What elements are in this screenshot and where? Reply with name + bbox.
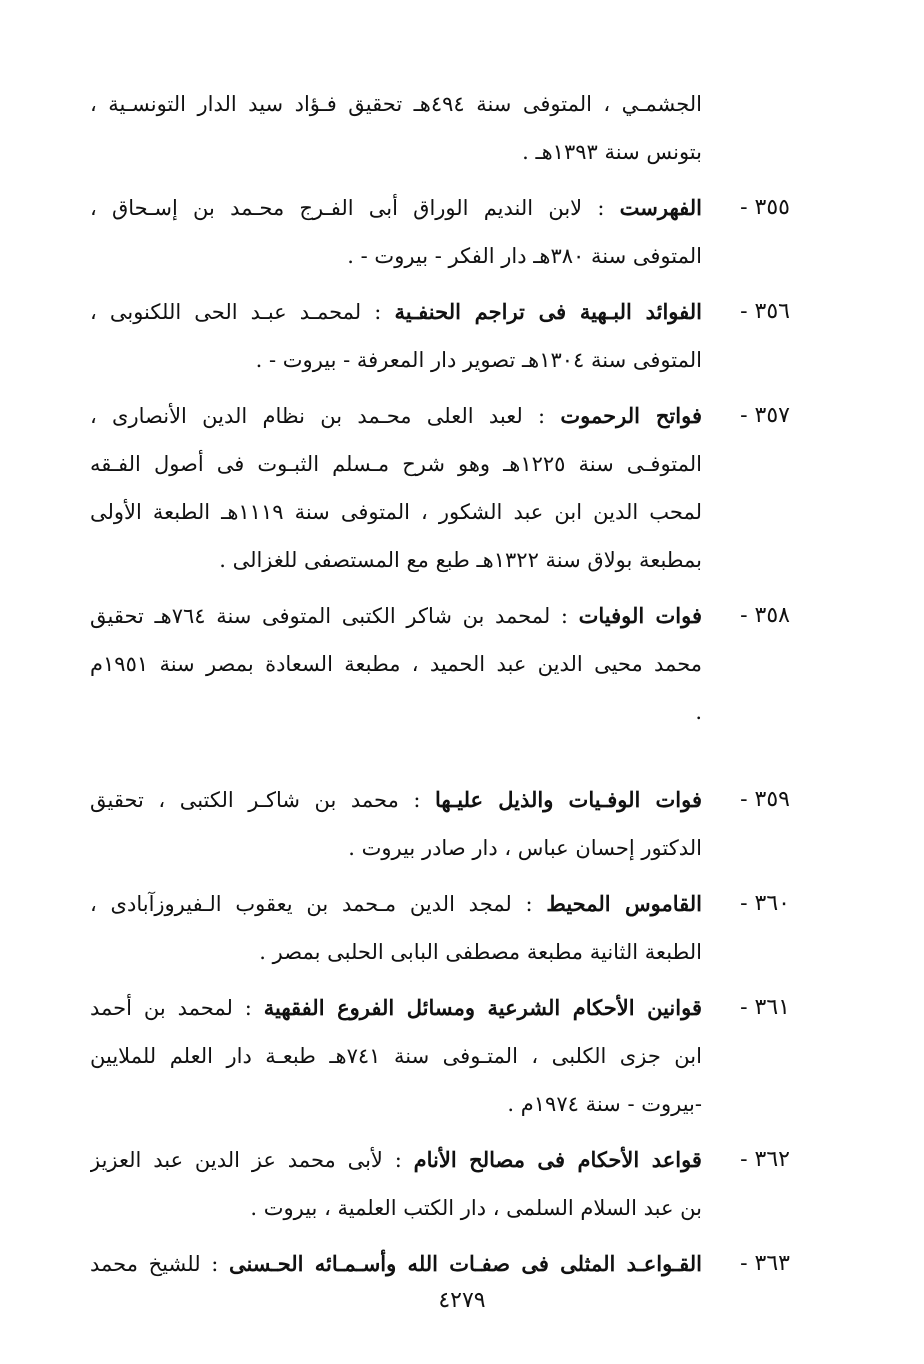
book-title: الفهرست xyxy=(619,195,702,220)
book-title: الفوائد البـهية فى تراجم الحنفـية xyxy=(394,299,702,324)
text-line: ابن جزى الكلبى ، المتـوفى سنة ٧٤١هـ طبعـة دار العلم للملايين xyxy=(90,1044,702,1068)
text-line: المتوفى سنة ٣٨٠هـ دار الفكر - بيروت - . xyxy=(347,244,702,268)
bibliography-entry-358 xyxy=(90,592,790,736)
text-line: الطبعة الثانية مطبعة مصطفى البابى الحلبى بمصر . xyxy=(259,940,702,964)
bibliography-entry-356 xyxy=(90,288,790,384)
entry-heading-line xyxy=(90,776,702,824)
author-text: : لمحمد بن شاكر الكتبى المتوفى سنة ٧٦٤هـ تحقيق xyxy=(90,604,568,628)
entry-number: ٣٦٠ - xyxy=(740,891,790,916)
text-line: بن عبد السلام السلمى ، دار الكتب العلمية ، بيروت . xyxy=(250,1196,702,1220)
book-title: فوات الوفيات xyxy=(578,603,702,628)
bibliography-entry-360 xyxy=(90,880,790,976)
text-line: محمد محيى الدين عبد الحميد ، مطبعة السعادة بمصر سنة ١٩٥١م xyxy=(90,652,702,676)
entry-number: ٣٥٥ - xyxy=(740,195,790,220)
text-line: لمحب الدين ابن عبد الشكور ، المتوفى سنة ١١١٩هـ الطبعة الأولى xyxy=(90,500,702,524)
entry-heading-line xyxy=(90,288,702,336)
page-number: ٤٢٧٩ xyxy=(438,1288,486,1313)
entry-number: ٣٦١ - xyxy=(740,995,790,1020)
book-title: القـواعـد المثلى فى صفـات الله وأسـمـائه الحـسنى xyxy=(228,1251,702,1276)
entry-number: ٣٥٩ - xyxy=(740,787,790,812)
entry-number: ٣٦٢ - xyxy=(740,1147,790,1172)
bibliography-entry-359 xyxy=(90,776,790,872)
author-text: : لمحمـد عبـد الحى اللكنوبى ، xyxy=(90,300,382,324)
bibliography-entry-357 xyxy=(90,392,790,584)
text-line: . xyxy=(695,700,702,724)
entry-heading-line xyxy=(90,984,702,1032)
continuation-block xyxy=(90,80,790,176)
bibliography-entry-355 xyxy=(90,184,790,280)
text-line: -بيروت - سنة ١٩٧٤م . xyxy=(507,1092,702,1116)
text-line: الجشمـي ، المتوفى سنة ٤٩٤هـ تحقيق فـؤاد سيد الدار التونسـية ، xyxy=(90,92,702,116)
author-text: : للشيخ محمد xyxy=(90,1252,219,1276)
author-text: : محمد بن شاكـر الكتبى ، تحقيق xyxy=(90,788,421,812)
author-text: : لمجد الدين مـحمد بن يعقوب الـفيروزآبادى ، xyxy=(90,892,533,916)
author-text: : لمحمد بن أحمد xyxy=(90,996,252,1020)
text-line: بمطبعة بولاق سنة ١٣٢٢هـ طبع مع المستصفى للغزالى . xyxy=(219,548,702,572)
entry-heading-line xyxy=(90,592,702,640)
text-line: المتوفى سنة ١٣٠٤هـ تصوير دار المعرفة - بيروت - . xyxy=(255,348,702,372)
author-text: : لعبد العلى محـمد بن نظام الدين الأنصارى ، xyxy=(90,404,546,428)
entry-number: ٣٦٣ - xyxy=(740,1251,790,1276)
entry-number: ٣٥٧ - xyxy=(740,403,790,428)
entry-heading-line xyxy=(90,392,702,440)
document-page xyxy=(90,80,790,1296)
entry-heading-line xyxy=(90,184,702,232)
bibliography-entry-361 xyxy=(90,984,790,1128)
book-title: فوات الوفـيات والذيل عليـها xyxy=(435,787,702,812)
bibliography-entry-362 xyxy=(90,1136,790,1232)
book-title: قواعد الأحكام فى مصالح الأنام xyxy=(413,1147,702,1172)
book-title: القاموس المحيط xyxy=(546,891,702,916)
author-text: : لابن النديم الوراق أبى الفـرج محـمد بن إسـحاق ، xyxy=(90,196,605,220)
text-line: بتونس سنة ١٣٩٣هـ . xyxy=(522,140,702,164)
text-line: المتوفـى سنة ١٢٢٥هـ وهو شرح مـسلم الثبـوت فى أصول الفـقه xyxy=(90,452,702,476)
bibliography-entry-363 xyxy=(90,1240,790,1288)
author-text: : لأبى محمد عز الدين عبد العزيز xyxy=(90,1148,402,1172)
entry-heading-line xyxy=(90,1240,702,1288)
text-line: الدكتور إحسان عباس ، دار صادر بيروت . xyxy=(348,836,702,860)
entry-number: ٣٥٦ - xyxy=(740,299,790,324)
book-title: قوانين الأحكام الشرعية ومسائل الفروع الفقهية xyxy=(263,995,702,1020)
entry-heading-line xyxy=(90,1136,702,1184)
entry-number: ٣٥٨ - xyxy=(740,603,790,628)
entry-heading-line xyxy=(90,880,702,928)
book-title: فواتح الرحموت xyxy=(560,403,702,428)
